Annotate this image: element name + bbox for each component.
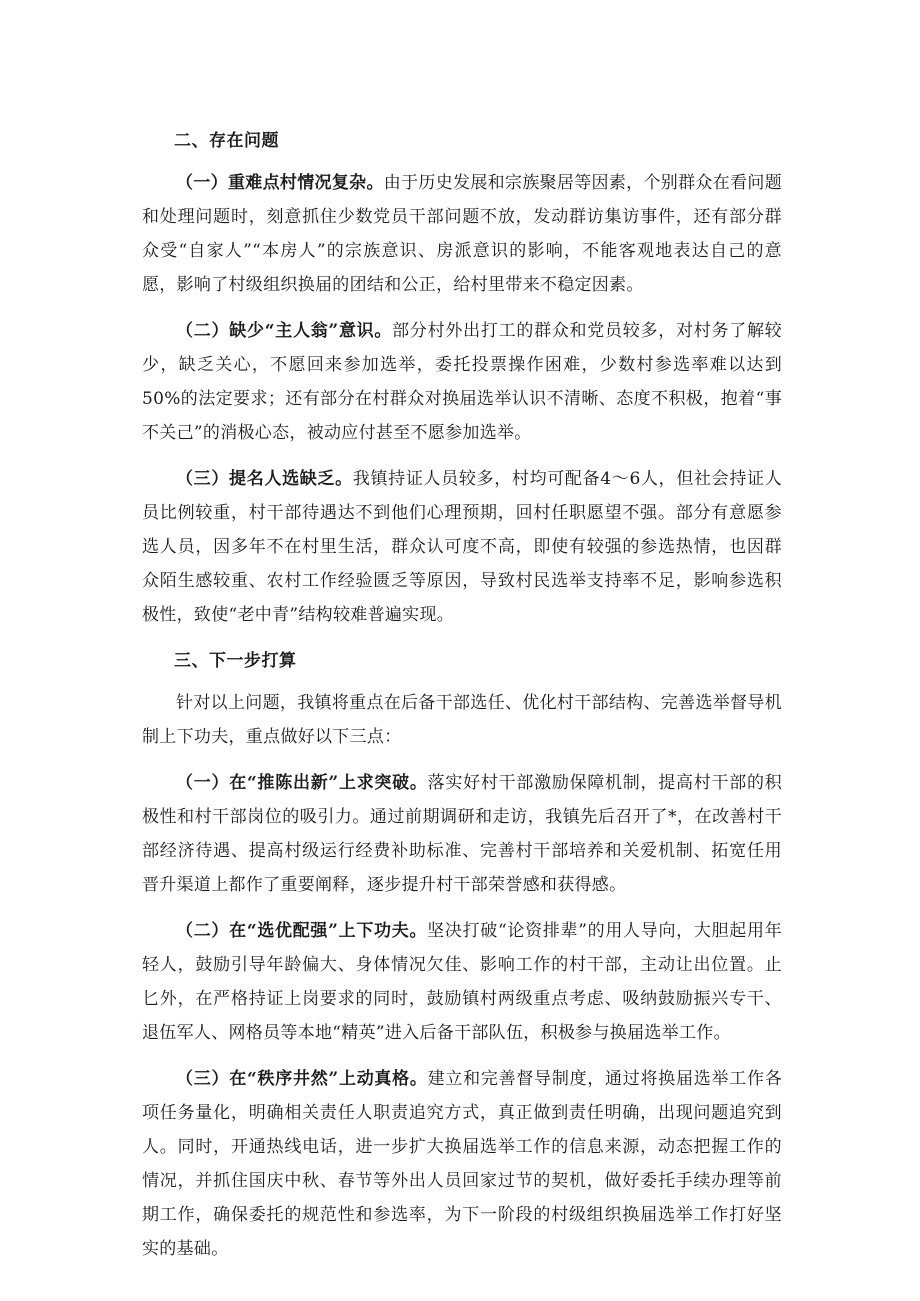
paragraph-lead: （三）提名人选缺乏。 [176, 469, 353, 489]
paragraph-lead: （一）重难点村情况复杂。 [176, 173, 384, 193]
paragraph-text: 落实好村干部激励保障机制，提高村干部的积极性和村干部岗位的吸引力。通过前期调研和走访，我镇先后召开了*，在改善村干部经济待遇、提高村级运行经费补助标准、完善村干部培养和关爱机制、拓宽任用晋升渠道上都作了重要阐释，逐步提升村干部荣誉感和获得感。 [142, 773, 783, 895]
paragraph-next-2 [142, 914, 782, 1050]
paragraph-lead: （二）缺少“主人翁”意识。 [176, 321, 393, 341]
document-body [142, 124, 782, 1278]
paragraph-text: 我镇持证人员较多，村均可配备4〜6人，但社会持证人员比例较重，村干部待遇达不到他们心理预期，回村任职愿望不强。部分有意愿参选人员，因多年不在村里生活，群众认可度不高，即使有较强的参选热情，也因群众陌生感较重、农村工作经验匮乏等原因，导致村民选举支持率不足，影响参选积极性，致使“老中青”结构较难普遍实现。 [142, 469, 783, 625]
paragraph-next-3 [142, 1062, 782, 1266]
paragraph-lead: （二）在“选优配强”上下功夫。 [176, 921, 428, 941]
paragraph-next-1 [142, 766, 782, 902]
paragraph-lead: （一）在“推陈出新”上求突破。 [176, 773, 428, 793]
paragraph-problem-1 [142, 166, 782, 302]
section-heading-problems: 二、存在问题 [174, 131, 279, 151]
paragraph-text: 部分村外出打工的群众和党员较多，对村务了解较少，缺乏关心，不愿回来参加选举，委托投票操作困难，少数村参选率难以达到50%的法定要求；还有部分在村群众对换届选举认识不清晰、态度不积极，抱着“事不关己”的消极心态，被动应付甚至不愿参加选举。 [142, 321, 782, 443]
paragraph-lead: （三）在“秩序井然”上动真格。 [176, 1069, 428, 1089]
section-heading-next-steps: 三、下一步打算 [174, 651, 297, 671]
paragraph-problem-3 [142, 462, 782, 632]
paragraph-next-intro: 针对以上问题，我镇将重点在后备干部选任、优化村干部结构、完善选举督导机制上下功夫，重点做好以下三点： [142, 693, 782, 747]
paragraph-problem-2 [142, 314, 782, 450]
paragraph-text: 由于历史发展和宗族聚居等因素，个别群众在看问题和处理问题时，刻意抓住少数党员干部问题不放，发动群访集访事件，还有部分群众受“自家人”“本房人”的宗族意识、房派意识的影响，不能客观地表达自己的意愿，影响了村级组织换届的团结和公正，给村里带来不稳定因素。 [142, 173, 782, 295]
paragraph-text: 坚决打破“论资排辈”的用人导向，大胆起用年轻人，鼓励引导年龄偏大、身体情况欠佳、影响工作的村干部，主动让出位置。止匕外，在严格持证上岗要求的同时，鼓励镇村两级重点考虑、吸纳鼓励振兴专干、退伍军人、网格员等本地“精英”进入后备干部队伍，积极参与换届选举工作。 [142, 921, 782, 1043]
paragraph-text: 建立和完善督导制度，通过将换届选举工作各项任务量化，明确相关责任人职责追究方式，真正做到责任明确，出现问题追究到人。同时，开通热线电话，进一步扩大换届选举工作的信息来源，动态把握工作的情况，并抓住国庆中秋、春节等外出人员回家过节的契机，做好委托手续办理等前期工作，确保委托的规范性和参选率，为下一阶段的村级组织换届选举工作打好坚实的基础。 [142, 1069, 783, 1259]
